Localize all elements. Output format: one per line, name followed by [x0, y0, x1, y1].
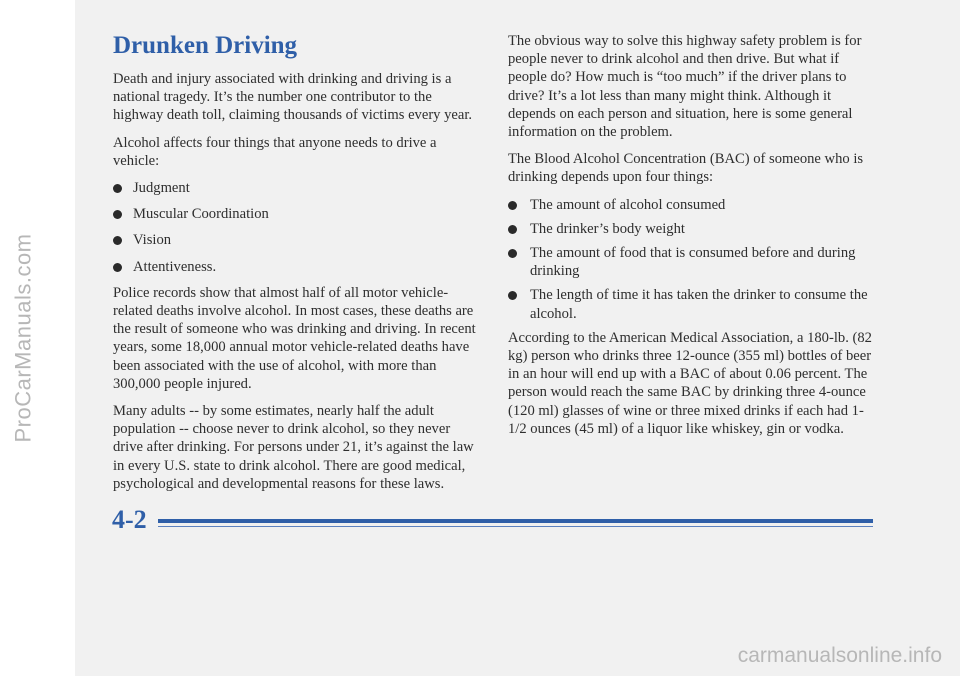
bullet-icon [508, 249, 517, 258]
list-item [508, 196, 878, 214]
side-watermark-text: ProCarManuals.com [10, 233, 36, 443]
list-item [508, 244, 878, 280]
list-item-text: Vision [133, 232, 172, 249]
affects-list [113, 179, 481, 276]
bullet-icon [113, 184, 122, 193]
list-item [508, 286, 878, 322]
bottom-watermark: carmanualsonline.info [737, 644, 942, 667]
list-item [113, 179, 481, 197]
list-item [113, 258, 481, 276]
list-item [113, 205, 481, 223]
intro-paragraph: Death and injury associated with drinking and driving is a national tragedy. It’s the number one contributor to the highway death toll, claiming thousands of victims every year. [113, 71, 473, 124]
ama-paragraph: According to the American Medical Association, a 180-lb. (82 kg) person who drinks three 12-ounce (355 ml) bottles of beer in an hour will end up with a BAC of about 0.06 percent. The person would reach the same BAC by drinking three 4-ounce (120 ml) glasses of wine or three mixed drinks if each had 1-1/2 ounces (45 ml) of a liquor like whiskey, gin or vodka. [508, 329, 872, 437]
section-title: Drunken Driving [113, 32, 298, 59]
bullet-icon [508, 291, 517, 300]
bullet-icon [508, 201, 517, 210]
bullet-icon [113, 236, 122, 245]
right-column [508, 32, 878, 447]
list-item-text: Attentiveness. [133, 258, 217, 275]
list-item [508, 220, 878, 238]
bullet-icon [113, 263, 122, 272]
many-adults-paragraph: Many adults -- by some estimates, nearly half the adult population -- choose never to drink alcohol, so they never drive after drinking. For persons under 21, it’s against the law in every U.S. state to drink alcohol. There are good medical, psychological and developmental reasons for these laws. [113, 403, 474, 492]
bac-paragraph: The Blood Alcohol Concentration (BAC) of someone who is drinking depends upon four things: [508, 151, 864, 186]
obvious-way-paragraph: The obvious way to solve this highway safety problem is for people never to drink alcohol and then drive. But what if people do? How much is “too much” if the driver plans to drive? It’s a lot less than many might think. Although it depends on each person and situation, here is some general information on the problem. [508, 33, 862, 141]
footer-rule-thin [158, 526, 873, 527]
side-watermark [8, 0, 38, 676]
list-item-text: The amount of alcohol consumed [530, 196, 726, 213]
list-item-text: Judgment [133, 180, 190, 197]
bac-factors-list [508, 196, 878, 323]
list-item-text: The drinker’s body weight [530, 220, 685, 237]
list-item-text: The amount of food that is consumed before and during drinking [530, 245, 856, 280]
list-item-text: The length of time it has taken the drinker to consume the alcohol. [530, 287, 868, 322]
police-records-paragraph: Police records show that almost half of all motor vehicle-related deaths involve alcohol. In most cases, these deaths are the result of someone who was drinking and driving. In recent years, some 18,000 annual motor vehicle-related deaths have been associated with the use of alcohol, with more than 300,000 people injured. [113, 284, 476, 392]
left-column [113, 32, 481, 502]
alcohol-affects-paragraph: Alcohol affects four things that anyone needs to drive a vehicle: [113, 134, 437, 169]
footer-rule [158, 519, 873, 523]
page-number: 4-2 [112, 505, 147, 534]
bullet-icon [508, 225, 517, 234]
list-item [113, 231, 481, 249]
bullet-icon [113, 210, 122, 219]
list-item-text: Muscular Coordination [133, 206, 269, 223]
